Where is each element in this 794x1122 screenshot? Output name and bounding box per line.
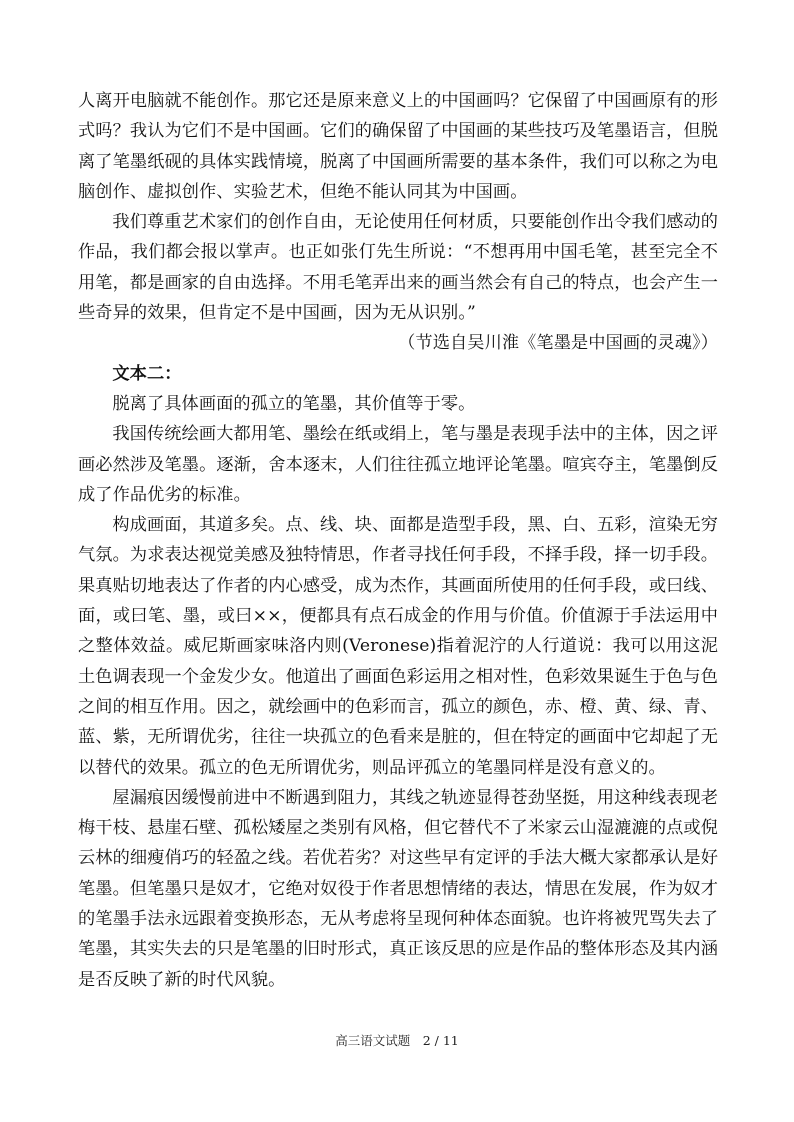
page-footer: 高三语文试题 2 / 11	[335, 1033, 459, 1048]
paragraph-composition: 构成画面，其道多矣。点、线、块、面都是造型手段，黑、白、五彩，渲染无穷气氛。为求表达视觉美感及独特情思，作者寻找任何手段，不择手段，择一切手段。果真贴切地表达了作者的内心感受，成为杰作，其画面所使用的任何手段，或曰线、面，或曰笔、墨，或曰××，便都具有点石成金的作用与价值。价值源于手法运用中之整体效益。威尼斯画家味洛内则(Veronese)指着泥泞的人行道说：我可以用这泥土色调表现一个金发少女。他道出了画面色彩运用之相对性，色彩效果诞生于色与色之间的相互作用。因之，就绘画中的色彩而言，孤立的颜色，赤、橙、黄、绿、青、蓝、紫，无所谓优劣，往往一块孤立的色看来是脏的，但在特定的画面中它却起了无以替代的效果。孤立的色无所谓优劣，则品评孤立的笔墨同样是没有意义的。	[78, 515, 718, 778]
paragraph-artist-freedom: 我们尊重艺术家们的创作自由，无论使用任何材质，只要能创作出令我们感动的作品，我们都会报以掌声。也正如张仃先生所说：“不想再用中国毛笔，甚至完全不用笔，都是画家的自由选择。不用毛笔弄出来的画当然会有自己的特点，也会产生一些奇异的效果，但肯定不是中国画，因为无从识别。”	[78, 212, 718, 324]
paragraph-tradition: 我国传统绘画大都用笔、墨绘在纸或绢上，笔与墨是表现手法中的主体，因之评画必然涉及笔墨。逐渐，舍本逐末，人们往往孤立地评论笔墨。喧宾夺主，笔墨倒反成了作品优劣的标准。	[78, 424, 718, 505]
paragraph-thesis: 脱离了具体画面的孤立的笔墨，其价值等于零。	[112, 393, 476, 414]
paragraph-continuation: 人离开电脑就不能创作。那它还是原来意义上的中国画吗？它保留了中国画原有的形式吗？我认为它们不是中国画。它们的确保留了中国画的某些技巧及笔墨语言，但脱离了笔墨纸砚的具体实践情境，脱离了中国画所需要的基本条件，我们可以称之为电脑创作、虚拟创作、实验艺术，但绝不能认同其为中国画。	[78, 91, 718, 202]
section-heading-text-two: 文本二：	[112, 363, 182, 384]
source-citation: （节选自吴川淮《笔墨是中国画的灵魂》）	[398, 333, 718, 354]
document-body	[78, 86, 718, 995]
paragraph-brushwork: 屋漏痕因缓慢前进中不断遇到阻力，其线之轨迹显得苍劲坚挺，用这种线表现老梅干枝、悬崖石壁、孤松矮屋之类别有风格，但它替代不了米家云山湿漉漉的点或倪云林的细瘦俏巧的轻盈之线。若优若劣？对这些早有定评的手法大概大家都承认是好笔墨。但笔墨只是奴才，它绝对奴役于作者思想情绪的表达，情思在发展，作为奴才的笔墨手法永远跟着变换形态，无从考虑将呈现何种体态面貌。也许将被咒骂失去了笔墨，其实失去的只是笔墨的旧时形式，真正该反思的应是作品的整体形态及其内涵是否反映了新的时代风貌。	[78, 787, 718, 990]
